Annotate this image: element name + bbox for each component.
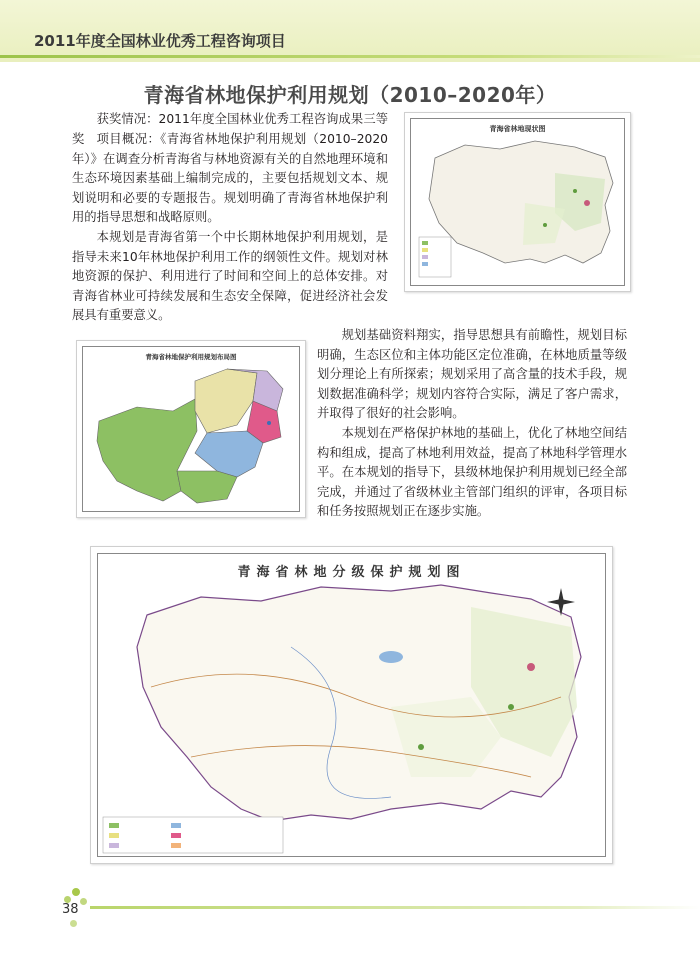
forest-status-map	[404, 112, 631, 292]
page-number: 38	[62, 902, 79, 917]
map-title: 青海省林地分级保护规划图	[237, 565, 466, 580]
graded-protection-map-shapes	[91, 547, 612, 863]
footer-divider	[90, 906, 700, 909]
forest-layout-plan-map	[76, 340, 306, 518]
running-header: 2011年度全国林业优秀工程咨询项目	[34, 32, 286, 50]
layout-plan-map-shapes	[77, 341, 305, 517]
award-paragraph: 获奖情况：2011年度全国林业优秀工程咨询成果三等奖	[72, 112, 388, 146]
page-title: 青海省林地保护利用规划（2010–2020年）	[143, 83, 557, 107]
footer-decoration	[70, 920, 77, 927]
qinghai-map-outline	[405, 113, 630, 291]
overview-paragraph: 项目概况：《青海省林地保护利用规划（2010–2020年）》在调查分析青海省与林地资源有关的自然地理环境和生态环境因素基础上编制完成的，主要包括规划文本、规划说明和必要的专题报告。规划明确了青海省林地保护利用的指导思想和战略原则。	[72, 132, 388, 225]
footer-decoration	[72, 888, 80, 896]
graded-protection-plan-map	[90, 546, 613, 864]
plan-significance-paragraph: 本规划是青海省第一个中长期林地保护利用规划，是指导未来10年林地保护利用工作的纲领性文件。规划对林地资源的保护、利用进行了时间和空间上的总体安排。对青海省林业可持续发展和生态安全保障，促进经济社会发展具有重要意义。	[72, 230, 388, 323]
footer-decoration	[80, 898, 87, 905]
map-title: 青海省林地现状图	[489, 124, 546, 133]
header-divider	[0, 55, 700, 58]
map-title: 青海省林地保护利用规划布局图	[145, 353, 237, 361]
plan-quality-paragraph: 规划基础资料翔实，指导思想具有前瞻性，规划目标明确，生态区位和主体功能区定位准确，在林地质量等级划分理论上有所探索；规划采用了高含量的技术手段，规划数据准确科学；规划内容符合实际，满足了客户需求，并取得了很好的社会影响。	[317, 328, 627, 421]
plan-outcome-paragraph: 本规划在严格保护林地的基础上，优化了林地空间结构和组成，提高了林地利用效益，提高了林地科学管理水平。在本规划的指导下，县级林地保护利用规划已经全部完成，并通过了省级林业主管部门组织的评审，各项目标和任务按照规划正在逐步实施。	[317, 426, 627, 519]
